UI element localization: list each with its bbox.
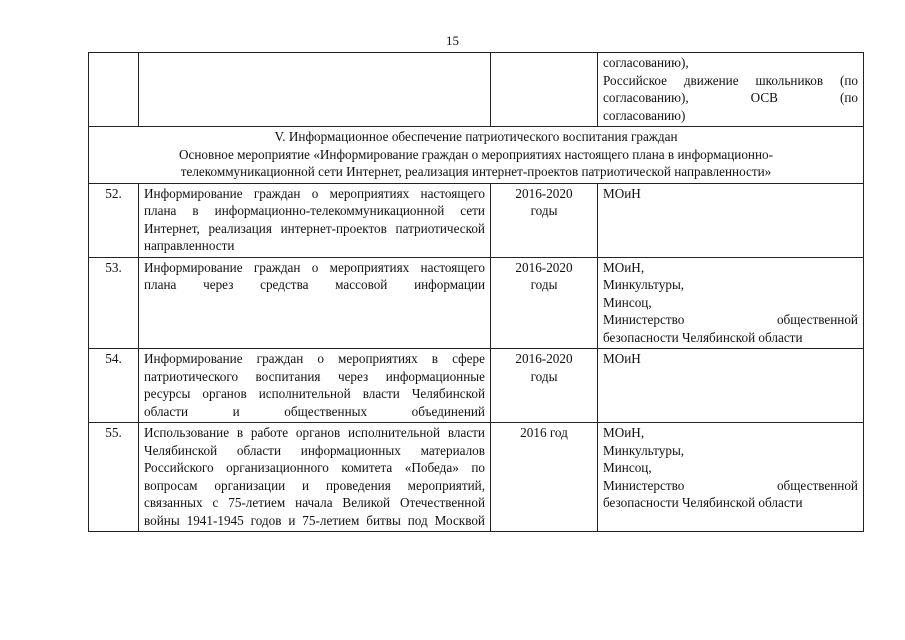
section-subheading-line: телекоммуникационной сети Интернет, реализация интернет-проектов патриотической направленности»: [180, 164, 772, 179]
number-cell: [89, 53, 139, 127]
row-period: [491, 257, 598, 349]
executor-line: МОиН: [603, 185, 641, 201]
section-header-cell: [89, 127, 864, 184]
section-heading: V. Информационное обеспечение патриотического воспитания граждан: [274, 129, 678, 144]
section-header-row: [89, 127, 864, 184]
row-executors: [598, 183, 864, 257]
row-description: Использование в работе органов исполнительной власти Челябинской области информационных материалов Российского организационного комитета «Победа» по вопросам организации и проведения мероприятий, связанных с 75-летием начала Великой Отечественной войны 1941-1945 годов и 75-летием битвы под Москвой: [139, 423, 491, 532]
row-executors: [598, 423, 864, 532]
executor-line: Российское движение школьников (по: [603, 72, 858, 88]
table-row: [89, 349, 864, 423]
period-line: годы: [530, 368, 558, 384]
period-line: 2016 год: [520, 425, 568, 440]
executor-line: согласованию), ОСВ (по: [603, 90, 858, 105]
row-number: 55.: [89, 423, 139, 532]
period-line: 2016-2020: [515, 185, 573, 201]
table-row-continuation: [89, 53, 864, 127]
page-number: 15: [446, 33, 459, 48]
row-period: [491, 183, 598, 257]
section-subheading-line: Основное мероприятие «Информирование граждан о мероприятиях настоящего плана в информационно-: [178, 146, 774, 162]
description-cell: [139, 53, 491, 127]
executor-line: Министерство общественной: [603, 477, 858, 493]
period-line: годы: [530, 203, 558, 218]
table-row: [89, 183, 864, 257]
executor-line: Минсоц,: [603, 460, 652, 475]
row-number: 54.: [89, 349, 139, 423]
executor-line: безопасности Челябинской области: [603, 329, 803, 345]
row-period: [491, 423, 598, 532]
executor-line: согласованию),: [603, 55, 689, 70]
row-number: 53.: [89, 257, 139, 349]
table-row: [89, 257, 864, 349]
executor-line: МОиН,: [603, 259, 645, 275]
row-description: Информирование граждан о мероприятиях настоящего плана в информационно-телекоммуникационной сети Интернет, реализация интернет-проектов патриотической направленности: [139, 183, 491, 257]
row-description: Информирование граждан о мероприятиях настоящего плана через средства массовой информации: [139, 257, 491, 349]
period-line: годы: [530, 277, 558, 292]
period-line: 2016-2020: [515, 351, 573, 366]
executor-cell: [598, 53, 864, 127]
executor-line: согласованию): [603, 107, 686, 123]
row-number: 52.: [89, 183, 139, 257]
period-cell: [491, 53, 598, 127]
executor-line: Министерство общественной: [603, 312, 858, 327]
row-executors: [598, 349, 864, 423]
row-executors: [598, 257, 864, 349]
executor-line: Минкультуры,: [603, 277, 685, 292]
executor-line: Минсоц,: [603, 294, 652, 310]
executor-line: МОиН: [603, 351, 641, 366]
executor-line: Минкультуры,: [603, 442, 685, 458]
row-period: [491, 349, 598, 423]
executor-line: безопасности Челябинской области: [603, 495, 803, 510]
plan-table: [88, 52, 864, 532]
row-description: Информирование граждан о мероприятиях в сфере патриотического воспитания через информационные ресурсы органов исполнительной власти Челябинской области и общественных объединений: [139, 349, 491, 423]
period-line: 2016-2020: [515, 259, 573, 275]
table-row: [89, 423, 864, 532]
executor-line: МОиН,: [603, 425, 645, 440]
